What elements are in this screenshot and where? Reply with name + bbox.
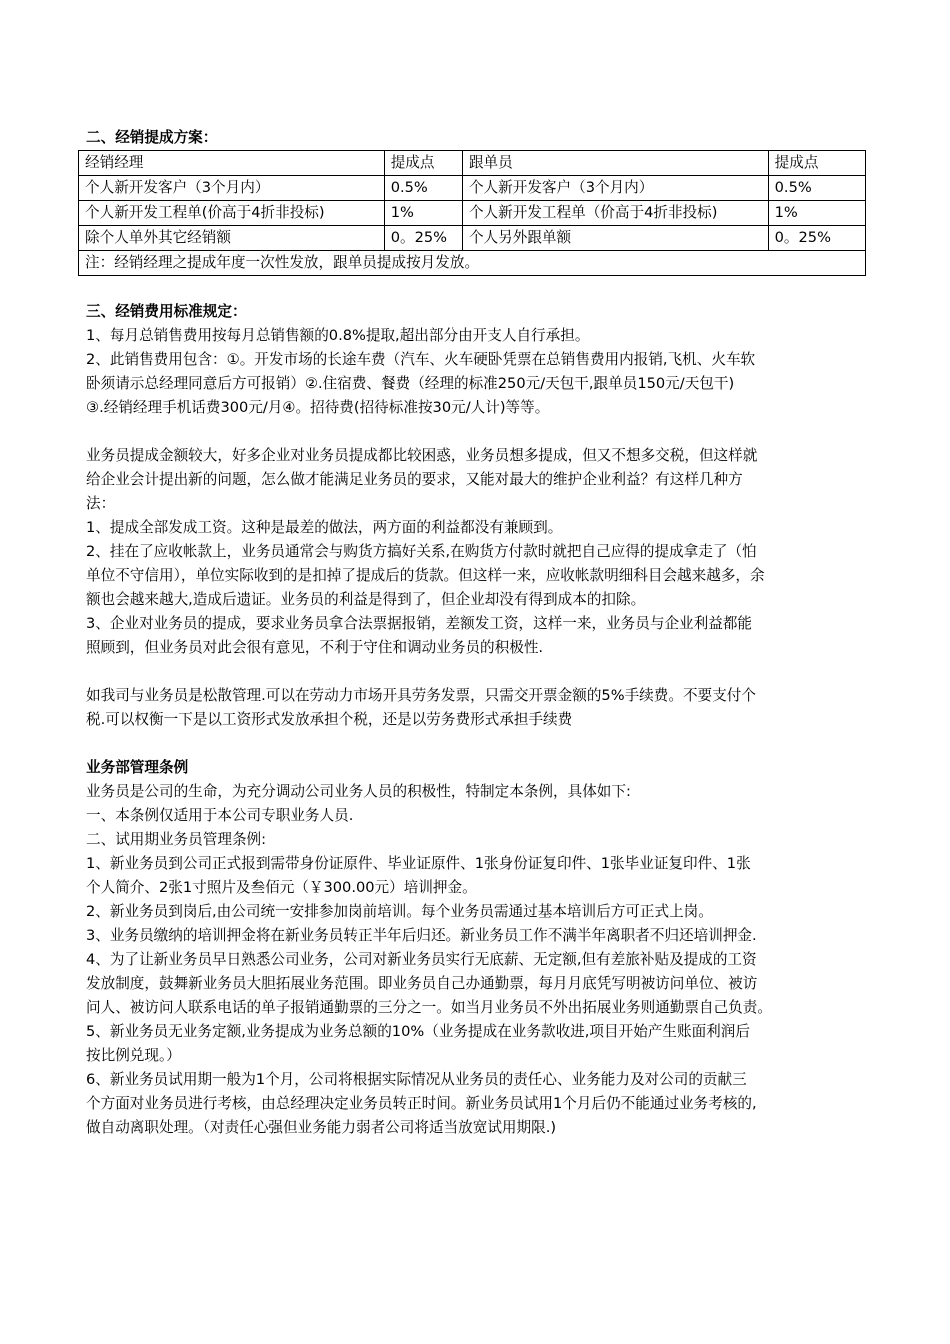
paragraph-line: 额也会越来越大,造成后遗证。业务员的利益是得到了，但企业却没有得到成本的扣除。 [86, 591, 646, 608]
table-header-cell: 提成点 [768, 151, 865, 176]
table-cell: 0。25% [384, 226, 462, 251]
table-header-cell: 提成点 [384, 151, 462, 176]
paragraph-line: 二、试用期业务员管理条例: [86, 831, 267, 848]
paragraph-line: 个人简介、2张1寸照片及叁佰元（￥300.00元）培训押金。 [86, 879, 477, 896]
paragraph-line: 给企业会计提出新的问题，怎么做才能满足业务员的要求，又能对最大的维护企业利益？有这样几种方 [86, 471, 743, 488]
paragraph-line: 1、提成全部发成工资。这种是最差的做法，两方面的利益都没有兼顾到。 [86, 519, 563, 536]
paragraph-line: 一、本条例仅适用于本公司专职业务人员. [86, 807, 354, 824]
paragraph-line: 个方面对业务员进行考核，由总经理决定业务员转正时间。新业务员试用1个月后仍不能通过业务考核的, [86, 1095, 757, 1112]
table-cell: 个人另外跟单额 [462, 226, 768, 251]
table-cell: 1% [384, 201, 462, 226]
paragraph-line: 2、挂在了应收帐款上，业务员通常会与购货方搞好关系,在购货方付款时就把自己应得的提成拿走了（怕 [86, 543, 757, 560]
table-header-cell: 跟单员 [462, 151, 768, 176]
paragraph-line: 2、此销售费用包含：①。开发市场的长途车费（汽车、火车硬卧凭票在总销售费用内报销,飞机、火车软 [86, 351, 756, 368]
paragraph-line: 6、新业务员试用期一般为1个月，公司将根据实际情况从业务员的责任心、业务能力及对公司的贡献三 [86, 1071, 747, 1088]
paragraph-line: 卧须请示总经理同意后方可报销）②.住宿费、餐费（经理的标准250元/天包干,跟单员150元/天包干) [86, 375, 735, 392]
table-note-row [79, 251, 866, 276]
table-cell: 0.5% [768, 176, 865, 201]
table-cell: 个人新开发客户（3个月内） [79, 176, 385, 201]
paragraph-line: 5、新业务员无业务定额,业务提成为业务总额的10%（业务提成在业务款收进,项目开始产生账面利润后 [86, 1023, 750, 1040]
paragraph-line: 2、新业务员到岗后,由公司统一安排参加岗前培训。每个业务员需通过基本培训后方可正式上岗。 [86, 903, 713, 920]
table-row [79, 201, 866, 226]
table-cell: 0.5% [384, 176, 462, 201]
section-2-title: 二、经销提成方案： [86, 129, 218, 146]
document-page [86, 126, 876, 1140]
table-header-cell: 经销经理 [79, 151, 385, 176]
paragraph-line: 业务员提成金额较大，好多企业对业务员提成都比较困惑，业务员想多提成，但又不想多交税，但这样就 [86, 447, 758, 464]
commission-table [78, 150, 866, 276]
paragraph-line: 发放制度，鼓舞新业务员大胆拓展业务范围。即业务员自己办通勤票，每月月底凭写明被访问单位、被访 [86, 975, 758, 992]
table-cell: 除个人单外其它经销额 [79, 226, 385, 251]
table-header-row [79, 151, 866, 176]
paragraph-line: 照顾到，但业务员对此会很有意见，不利于守住和调动业务员的积极性. [86, 639, 544, 656]
table-row [79, 176, 866, 201]
paragraph-line: 3、企业对业务员的提成，要求业务员拿合法票据报销，差额发工资，这样一来，业务员与企业利益都能 [86, 615, 753, 632]
paragraph-line: 税.可以权衡一下是以工资形式发放承担个税，还是以劳务费形式承担手续费 [86, 711, 573, 728]
table-cell: 个人新开发工程单(价高于4折非投标) [79, 201, 385, 226]
section-4-title: 业务部管理条例 [86, 759, 189, 776]
paragraph-line: 3、业务员缴纳的培训押金将在新业务员转正半年后归还。新业务员工作不满半年离职者不归还培训押金. [86, 927, 757, 944]
paragraph-line: 单位不守信用），单位实际收到的是扣掉了提成后的货款。但这样一来，应收帐款明细科目会越来越多，余 [86, 567, 765, 584]
paragraph-line: 1、新业务员到公司正式报到需带身份证原件、毕业证原件、1张身份证复印件、1张毕业证复印件、1张 [86, 855, 751, 872]
paragraph-line: 做自动离职处理。（对责任心强但业务能力弱者公司将适当放宽试用期限.) [86, 1119, 557, 1136]
paragraph-line: 业务员是公司的生命，为充分调动公司业务人员的积极性，特制定本条例，具体如下: [86, 783, 631, 800]
paragraph-line: 1、每月总销售费用按每月总销售额的0.8%提取,超出部分由开支人自行承担。 [86, 327, 590, 344]
table-cell: 0。25% [768, 226, 865, 251]
paragraph-line: 按比例兑现。） [86, 1047, 181, 1064]
table-cell: 1% [768, 201, 865, 226]
table-cell: 个人新开发客户（3个月内） [462, 176, 768, 201]
paragraph-line: 法： [86, 495, 116, 512]
table-cell: 个人新开发工程单（价高于4折非投标) [462, 201, 768, 226]
paragraph-line: 4、为了让新业务员早日熟悉公司业务，公司对新业务员实行无底薪、无定额,但有差旅补贴及提成的工资 [86, 951, 757, 968]
table-note: 注：经销经理之提成年度一次性发放，跟单员提成按月发放。 [79, 251, 866, 276]
paragraph-line: 问人、被访问人联系电话的单子报销通勤票的三分之一。如当月业务员不外出拓展业务则通勤票自己负责。 [86, 999, 772, 1016]
paragraph-line: 如我司与业务员是松散管理.可以在劳动力市场开具劳务发票，只需交开票金额的5%手续费。不要支付个 [86, 687, 756, 704]
section-3-title: 三、经销费用标准规定： [86, 303, 247, 320]
table-row [79, 226, 866, 251]
paragraph-line: ③.经销经理手机话费300元/月④。招待费(招待标准按30元/人计)等等。 [86, 399, 550, 416]
